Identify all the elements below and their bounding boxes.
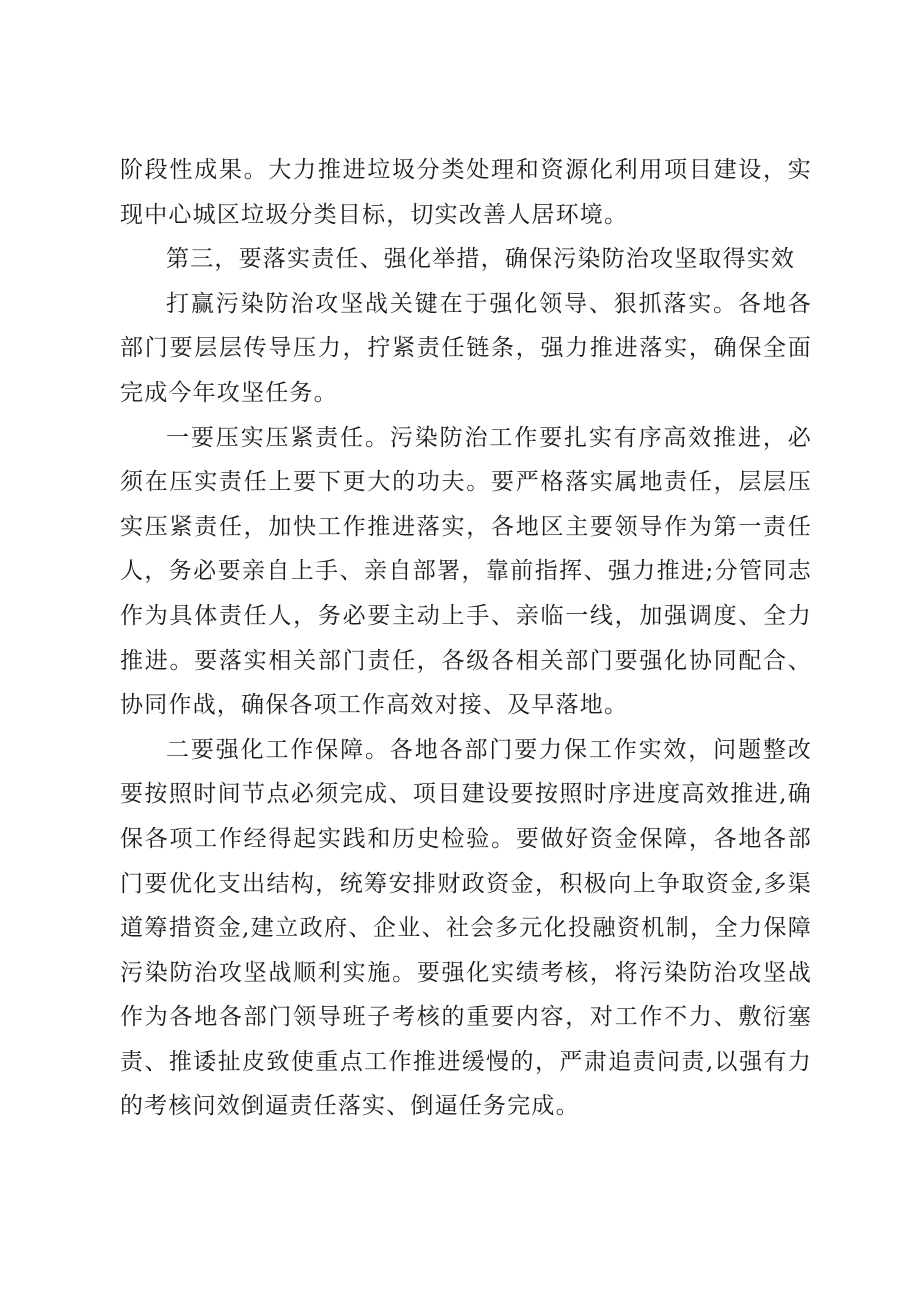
paragraph-continuation: 阶段性成果。大力推进垃圾分类处理和资源化利用项目建设，实现中心城区垃圾分类目标，切实改善人居环境。 [120, 157, 812, 228]
paragraph-guarantee: 二要强化工作保障。各地各部门要力保工作实效，问题整改要按照时间节点必须完成、项目建设要按照时序进度高效推进,确保各项工作经得起实践和历史检验。要做好资金保障，各地各部门要优化支出结构，统筹安排财政资金，积极向上争取资金,多渠道筹措资金,建立政府、企业、社会多元化投融资机制，全力保障污染防治攻坚战顺利实施。要强化实绩考核，将污染防治攻坚战作为各地各部门领导班子考核的重要内容，对工作不力、敷衍塞责、推诿扯皮致使重点工作推进缓慢的，严肃追责问责,以强有力的考核问效倒逼责任落实、倒逼任务完成。 [120, 736, 812, 1120]
section-heading: 第三，要落实责任、强化举措，确保污染防治攻坚取得实效 [166, 246, 796, 273]
document-body [120, 148, 812, 1129]
paragraph-responsibility: 一要压实压紧责任。污染防治工作要扎实有序高效推进，必须在压实责任上要下更大的功夫。要严格落实属地责任，层层压实压紧责任，加快工作推进落实，各地区主要领导作为第一责任人，务必要亲自上手、亲自部署，靠前指挥、强力推进;分管同志作为具体责任人，务必要主动上手、亲临一线，加强调度、全力推进。要落实相关部门责任，各级各相关部门要强化协同配合、协同作战，确保各项工作高效对接、及早落地。 [120, 424, 812, 719]
paragraph-intro: 打赢污染防治攻坚战关键在于强化领导、狠抓落实。各地各部门要层层传导压力，拧紧责任链条，强力推进落实，确保全面完成今年攻坚任务。 [120, 290, 812, 406]
